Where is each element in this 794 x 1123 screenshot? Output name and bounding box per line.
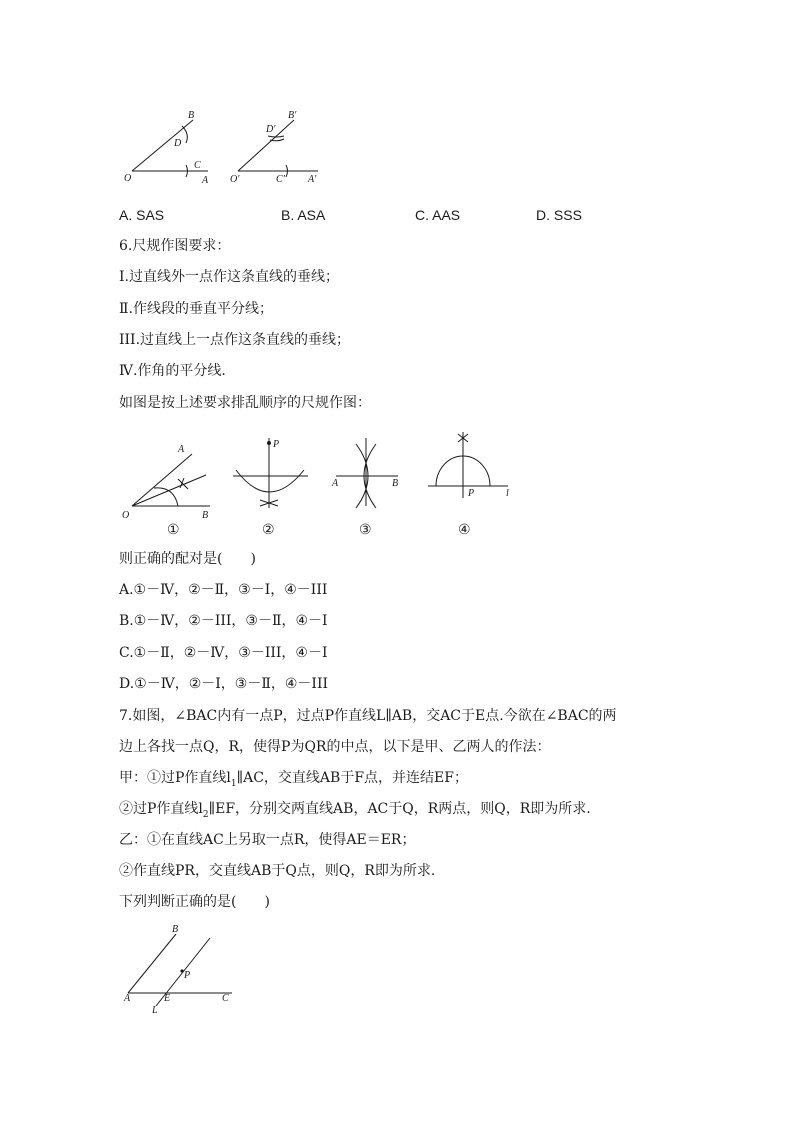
label-E: E <box>164 993 171 1004</box>
label-L: L <box>152 1005 158 1016</box>
q5-option-b[interactable]: B. ASA <box>281 207 326 223</box>
figure-number-4: ④ <box>458 523 471 538</box>
label-l: l <box>506 488 509 499</box>
q6-req-4: Ⅳ.作角的平分线. <box>119 363 226 379</box>
q7-jia-step-1-text-b: ∥AC，交直线AB于F点，并连结EF； <box>236 770 468 786</box>
figure-number-3: ③ <box>359 523 372 538</box>
q6-figure-3 <box>328 430 418 540</box>
label-A: A <box>178 444 185 455</box>
q6-option-c[interactable]: C.①－Ⅱ，②－Ⅳ，③－III，④－Ⅰ <box>119 645 328 661</box>
q6-req-1: Ⅰ.过直线外一点作这条直线的垂线； <box>119 269 339 285</box>
figure-number-1: ① <box>167 523 180 538</box>
q7-yi-step-1: 乙：①在直线AC上另取一点R，使得AE＝ER； <box>119 832 416 848</box>
label-D: D <box>174 138 182 149</box>
q6-req-3: III.过直线上一点作这条直线的垂线； <box>119 332 351 348</box>
q6-question: 则正确的配对是( ) <box>119 551 256 567</box>
label-D-prime: D′ <box>266 124 276 135</box>
q5-option-d[interactable]: D. SSS <box>536 207 582 223</box>
q7-jia-step-2-text-a: ②过P作直线l <box>119 801 203 817</box>
q6-figure-4 <box>418 430 518 540</box>
q6-option-d[interactable]: D.①－Ⅳ，②－Ⅰ，③－Ⅱ，④－III <box>119 676 329 692</box>
label-A-prime: A′ <box>308 174 317 185</box>
q7-jia-step-2-sub: 2 <box>202 809 209 820</box>
q6-option-b[interactable]: B.①－Ⅳ，②－III，③－Ⅱ，④－Ⅰ <box>119 613 328 629</box>
q5-option-c[interactable]: C. AAS <box>415 207 461 223</box>
label-O-prime: O′ <box>230 174 240 185</box>
label-C-prime: C′ <box>276 174 285 185</box>
q7-yi-step-2: ②作直线PR，交直线AB于Q点，则Q，R即为所求. <box>119 863 436 879</box>
label-P: P <box>184 970 191 981</box>
q7-question: 下列判断正确的是( ) <box>119 894 270 910</box>
q6-intro: 如图是按上述要求排乱顺序的尺规作图： <box>119 395 371 411</box>
label-B: B <box>188 110 195 121</box>
q7-jia-step-2-text-b: ∥EF，分别交两直线AB，AC于Q，R两点，则Q，R即为所求. <box>208 801 591 817</box>
label-A: A <box>332 478 339 489</box>
q7-jia-step-1 <box>119 768 468 788</box>
label-A: A <box>202 175 209 186</box>
q5-figure-2 <box>228 108 338 188</box>
label-A: A <box>124 993 131 1004</box>
q6-title: 6.尺规作图要求： <box>119 238 231 254</box>
q7-line-2: 边上各找一点Q，R，使得P为QR的中点，以下是甲、乙两人的作法： <box>119 739 551 755</box>
label-C: C <box>194 160 201 171</box>
q7-line-1: 7.如图，∠BAC内有一点P，过点P作直线L∥AB，交AC于E点.今欲在∠BAC的两 <box>119 708 617 724</box>
figure-number-2: ② <box>262 523 275 538</box>
q6-figure-1 <box>118 430 228 540</box>
label-B: B <box>172 924 179 935</box>
label-O: O <box>122 510 130 521</box>
label-P: P <box>468 488 475 499</box>
label-B-prime: B′ <box>288 110 297 121</box>
q6-figure-2 <box>228 430 318 540</box>
q5-figure-1 <box>118 108 218 188</box>
q6-req-2: Ⅱ.作线段的垂直平分线； <box>119 301 273 317</box>
q7-jia-step-1-text-a: 甲：①过P作直线l <box>119 770 231 786</box>
q6-option-a[interactable]: A.①－Ⅳ，②－Ⅱ，③－Ⅰ，④－III <box>119 582 328 598</box>
label-C: C <box>222 993 229 1004</box>
label-B: B <box>392 478 399 489</box>
label-B: B <box>202 510 209 521</box>
q7-jia-step-1-sub: 1 <box>230 778 237 789</box>
q5-option-a[interactable]: A. SAS <box>119 207 165 223</box>
label-O: O <box>124 173 132 184</box>
q7-jia-step-2 <box>119 799 591 819</box>
q7-figure <box>118 920 248 1020</box>
label-P: P <box>273 439 280 450</box>
